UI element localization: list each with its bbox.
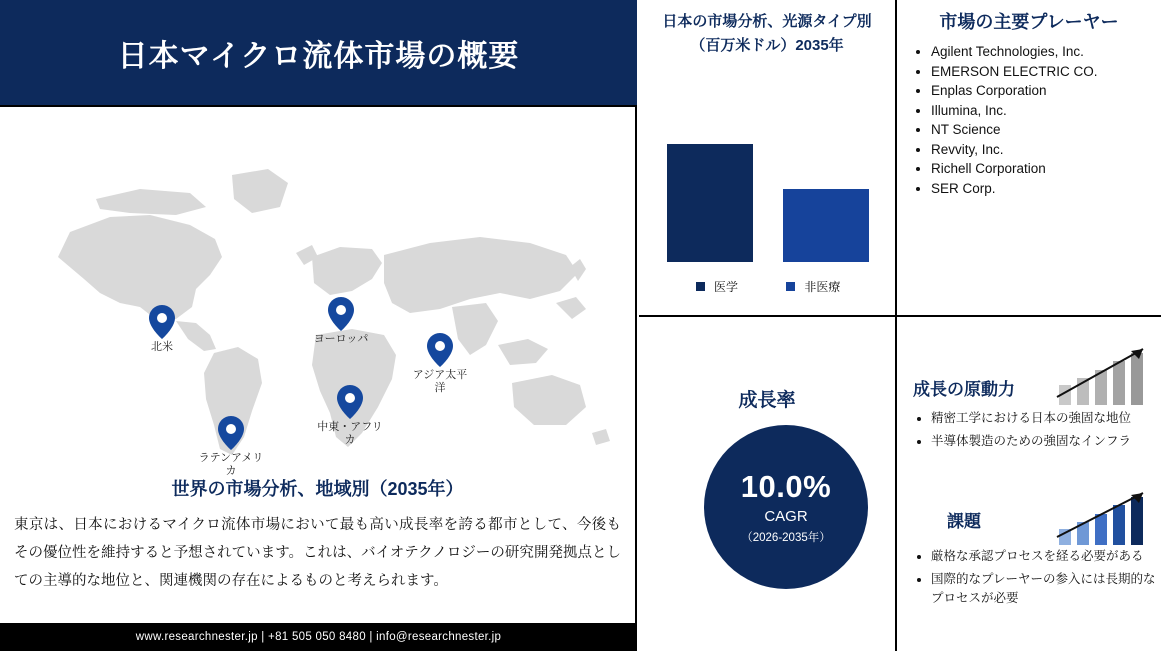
list-item: • 精密工学における日本の強固な地位 — [931, 409, 1143, 428]
bar-chart-title: 日本の市場分析、光源タイプ別（百万米ドル）2035年 — [662, 13, 872, 54]
legend-label: 非医療 — [804, 280, 841, 294]
legend-label: 医学 — [713, 280, 738, 294]
list-item: • Richell Corporation — [931, 159, 1151, 179]
map-pin-label: ラテンアメリカ — [198, 452, 264, 477]
list-item: • Agilent Technologies, Inc. — [931, 42, 1151, 62]
list-item: • Revvity, Inc. — [931, 140, 1151, 160]
growth-drivers-title: 成長の原動力 — [913, 380, 1015, 399]
growth-trend-icon — [1055, 345, 1151, 407]
location-pin-icon — [328, 297, 354, 331]
cagr-panel — [639, 317, 897, 651]
location-pin-icon — [149, 305, 175, 339]
left-body — [0, 105, 637, 623]
location-pin-icon — [218, 416, 244, 450]
bar-chart-plot — [639, 132, 897, 262]
map-caption: 世界の市場分析、地域別（2035年） — [171, 479, 464, 499]
bar-chart-legend — [639, 278, 897, 295]
cagr-circle — [704, 425, 868, 589]
cagr-label: CAGR — [764, 508, 808, 525]
growth-drivers-list — [905, 409, 1143, 455]
summary-paragraph: 東京は、日本におけるマイクロ流体市場において最も高い成長率を誇る都市として、今後もその優位性を維持すると予想されています。これは、バイオテクノロジーの研究開発拠点としての主導的な地位と、関連機関の存在によるものと考えられます。 — [14, 517, 621, 589]
list-item: • 厳格な承認プロセスを経る必要がある — [931, 547, 1161, 566]
legend-swatch-icon — [696, 282, 705, 291]
challenges-list — [905, 547, 1161, 612]
list-item: • EMERSON ELECTRIC CO. — [931, 62, 1151, 82]
cagr-title: 成長率 — [738, 390, 796, 411]
map-pin-label: アジア太平洋 — [412, 369, 468, 394]
list-item: • 半導体製造のための強固なインフラ — [931, 432, 1143, 451]
page-title: 日本マイクロ流体市場の概要 — [117, 39, 520, 73]
map-pin-label: 北米 — [151, 341, 173, 353]
cagr-range: （2026-2035年） — [741, 532, 831, 544]
key-players-title: 市場の主要プレーヤー — [939, 12, 1119, 32]
list-item: • Illumina, Inc. — [931, 101, 1151, 121]
challenges-trend-icon — [1055, 489, 1151, 547]
bar-chart-panel — [639, 0, 897, 317]
location-pin-icon — [337, 385, 363, 419]
footer-contact: www.researchnester.jp | +81 505 050 8480 | info@researchnester.jp — [135, 631, 502, 643]
title-band — [0, 0, 637, 105]
bar-medical — [667, 144, 753, 262]
cagr-value: 10.0% — [740, 469, 832, 504]
drivers-challenges-panel — [897, 317, 1161, 651]
list-item: • 国際的なプレーヤーの参入には長期的なプロセスが必要 — [931, 570, 1161, 608]
legend-item-non-medical — [786, 278, 840, 295]
location-pin-icon — [427, 333, 453, 367]
key-players-list — [897, 42, 1161, 198]
map-pin-label: 中東・アフリカ — [317, 421, 383, 446]
footer-bar — [0, 623, 637, 651]
list-item: • NT Science — [931, 120, 1151, 140]
map-pin-label: ヨーロッパ — [313, 333, 369, 345]
legend-item-medical — [696, 278, 738, 295]
world-map-svg — [0, 107, 635, 467]
challenges-title: 課題 — [947, 512, 981, 531]
world-map — [0, 107, 635, 477]
list-item: • SER Corp. — [931, 179, 1151, 199]
bar-non-medical — [783, 189, 869, 262]
legend-swatch-icon — [786, 282, 795, 291]
key-players-panel — [897, 0, 1161, 317]
list-item: • Enplas Corporation — [931, 81, 1151, 101]
